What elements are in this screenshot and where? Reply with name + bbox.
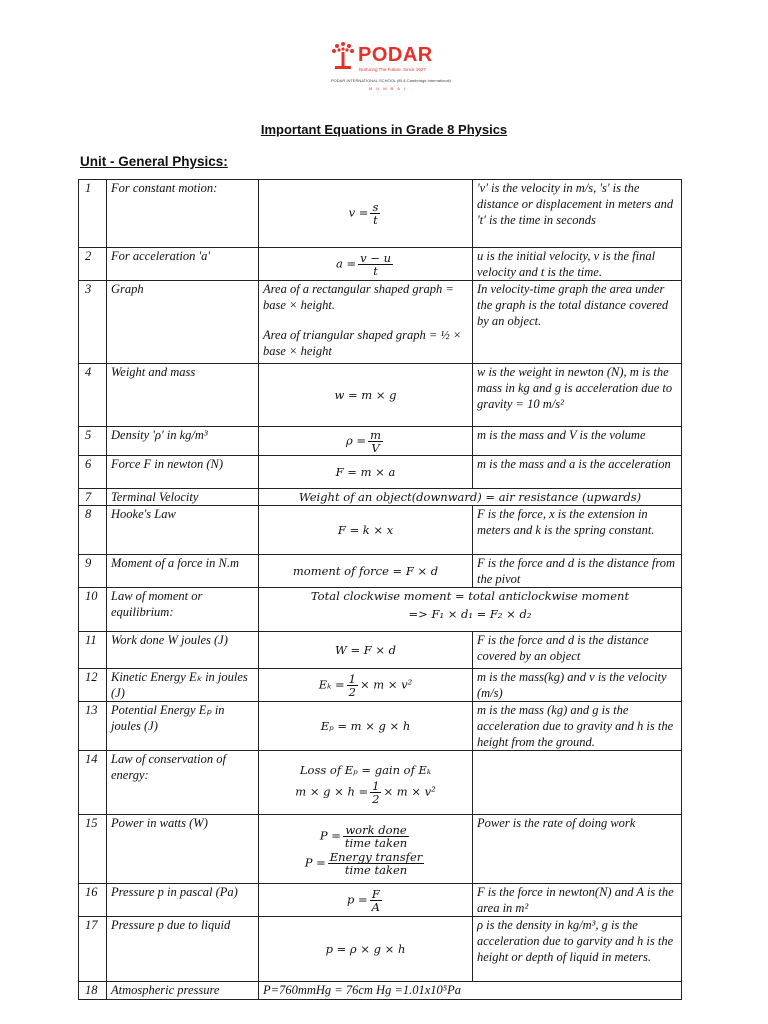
row-topic: Graph bbox=[107, 281, 259, 364]
row-equation: a = $\frac{v - u}{t}$ bbox=[259, 248, 473, 281]
table-row bbox=[79, 815, 682, 884]
row-equation: F = k × x bbox=[259, 506, 473, 555]
table-row bbox=[79, 180, 682, 248]
row-number: 9 bbox=[79, 555, 107, 588]
row-number: 6 bbox=[79, 456, 107, 489]
table-row bbox=[79, 364, 682, 427]
row-number: 11 bbox=[79, 632, 107, 669]
row-number: 15 bbox=[79, 815, 107, 884]
row-topic: Weight and mass bbox=[107, 364, 259, 427]
unit-heading: Unit - General Physics: bbox=[80, 154, 228, 169]
table-row bbox=[79, 281, 682, 364]
row-description: u is the initial velocity, v is the final velocity and t is the time. bbox=[473, 248, 682, 281]
row-description: ρ is the density in kg/m³, g is the acceleration due to garvity and h is the height or depth of liquid in meters. bbox=[473, 917, 682, 982]
table-row bbox=[79, 506, 682, 555]
logo-city: MUMBAI bbox=[369, 86, 409, 91]
row-description: F is the force and d is the distance covered by an object bbox=[473, 632, 682, 669]
row-topic: Kinetic Energy Eₖ in joules (J) bbox=[107, 669, 259, 702]
row-description: m is the mass and a is the acceleration bbox=[473, 456, 682, 489]
row-topic: Atmospheric pressure bbox=[107, 982, 259, 1000]
row-number: 4 bbox=[79, 364, 107, 427]
row-topic: Hooke's Law bbox=[107, 506, 259, 555]
row-equation: P=760mmHg = 76cm Hg =1.01x10⁵Pa bbox=[259, 982, 682, 1000]
row-topic: Terminal Velocity bbox=[107, 489, 259, 506]
row-topic: Pressure p due to liquid bbox=[107, 917, 259, 982]
row-description: F is the force, x is the extension in meters and k is the spring constant. bbox=[473, 506, 682, 555]
row-equation: p = ρ × g × h bbox=[259, 917, 473, 982]
row-number: 13 bbox=[79, 702, 107, 751]
row-equation: Area of a rectangular shaped graph = base × height. Area of triangular shaped graph = ½ × base × height bbox=[259, 281, 473, 364]
row-number: 17 bbox=[79, 917, 107, 982]
table-row bbox=[79, 248, 682, 281]
row-topic: Work done W joules (J) bbox=[107, 632, 259, 669]
row-number: 16 bbox=[79, 884, 107, 917]
row-description: In velocity-time graph the area under the graph is the total distance covered by an object. bbox=[473, 281, 682, 364]
row-equation: Loss of Eₚ = gain of Eₖ m × g × h = $\frac{1}{2}$ × m × v² bbox=[259, 751, 473, 815]
row-description bbox=[473, 751, 682, 815]
table-row bbox=[79, 884, 682, 917]
row-topic: Power in watts (W) bbox=[107, 815, 259, 884]
row-number: 7 bbox=[79, 489, 107, 506]
row-description: m is the mass (kg) and g is the acceleration due to gravity and h is the height from the ground. bbox=[473, 702, 682, 751]
table-row bbox=[79, 702, 682, 751]
logo-school-name: PODAR INTERNATIONAL SCHOOL (IB & Cambridge International) bbox=[331, 78, 451, 83]
row-description: F is the force and d is the distance from the pivot bbox=[473, 555, 682, 588]
row-topic: Pressure p in pascal (Pa) bbox=[107, 884, 259, 917]
row-topic: Density 'ρ' in kg/m³ bbox=[107, 427, 259, 456]
row-description: Power is the rate of doing work bbox=[473, 815, 682, 884]
row-topic: Moment of a force in N.m bbox=[107, 555, 259, 588]
table-row bbox=[79, 427, 682, 456]
table-row bbox=[79, 456, 682, 489]
document-title: Important Equations in Grade 8 Physics bbox=[260, 122, 508, 137]
logo-tagline: Nurturing The Future. Since 1927 bbox=[359, 67, 426, 72]
podar-logo bbox=[331, 40, 451, 98]
table-row bbox=[79, 669, 682, 702]
row-equation: Weight of an object(downward) = air resistance (upwards) bbox=[259, 489, 682, 506]
row-equation: ρ = $\frac{m}{V}$ bbox=[259, 427, 473, 456]
row-topic: For acceleration 'a' bbox=[107, 248, 259, 281]
equations-table bbox=[78, 179, 682, 1000]
row-equation: moment of force = F × d bbox=[259, 555, 473, 588]
row-number: 12 bbox=[79, 669, 107, 702]
row-number: 1 bbox=[79, 180, 107, 248]
tree-logo-icon bbox=[331, 40, 355, 70]
row-topic: Law of conservation of energy: bbox=[107, 751, 259, 815]
row-number: 8 bbox=[79, 506, 107, 555]
row-equation: Total clockwise moment = total anticlockwise moment => F₁ × d₁ = F₂ × d₂ bbox=[259, 588, 682, 632]
row-description: w is the weight in newton (N), m is the mass in kg and g is acceleration due to gravity = 10 m/s² bbox=[473, 364, 682, 427]
row-equation: W = F × d bbox=[259, 632, 473, 669]
logo-wordmark: PODAR bbox=[358, 44, 433, 66]
row-description: m is the mass and V is the volume bbox=[473, 427, 682, 456]
row-equation: P = $\frac{\text{work done}}{\text{time taken}}$ P = $\frac{\text{Energy transfer}}{\text{time taken}}$ bbox=[259, 815, 473, 884]
row-number: 10 bbox=[79, 588, 107, 632]
row-number: 5 bbox=[79, 427, 107, 456]
row-topic: For constant motion: bbox=[107, 180, 259, 248]
row-equation: w = m × g bbox=[259, 364, 473, 427]
row-topic: Force F in newton (N) bbox=[107, 456, 259, 489]
table-row bbox=[79, 917, 682, 982]
row-number: 2 bbox=[79, 248, 107, 281]
row-topic: Potential Energy Eₚ in joules (J) bbox=[107, 702, 259, 751]
table-row bbox=[79, 751, 682, 815]
table-row bbox=[79, 632, 682, 669]
row-equation: F = m × a bbox=[259, 456, 473, 489]
row-equation: v = $\frac{s}{t}$ bbox=[259, 180, 473, 248]
table-row bbox=[79, 588, 682, 632]
row-description: m is the mass(kg) and v is the velocity (m/s) bbox=[473, 669, 682, 702]
row-number: 14 bbox=[79, 751, 107, 815]
row-number: 18 bbox=[79, 982, 107, 1000]
row-description: 'v' is the velocity in m/s, 's' is the distance or displacement in meters and 't' is the time in seconds bbox=[473, 180, 682, 248]
row-equation: p = $\frac{F}{A}$ bbox=[259, 884, 473, 917]
table-row bbox=[79, 489, 682, 506]
row-equation: Eₚ = m × g × h bbox=[259, 702, 473, 751]
table-row bbox=[79, 982, 682, 1000]
table-row bbox=[79, 555, 682, 588]
row-number: 3 bbox=[79, 281, 107, 364]
row-equation: Eₖ = $\frac{1}{2}$ × m × v² bbox=[259, 669, 473, 702]
row-description: F is the force in newton(N) and A is the area in m² bbox=[473, 884, 682, 917]
row-topic: Law of moment or equilibrium: bbox=[107, 588, 259, 632]
